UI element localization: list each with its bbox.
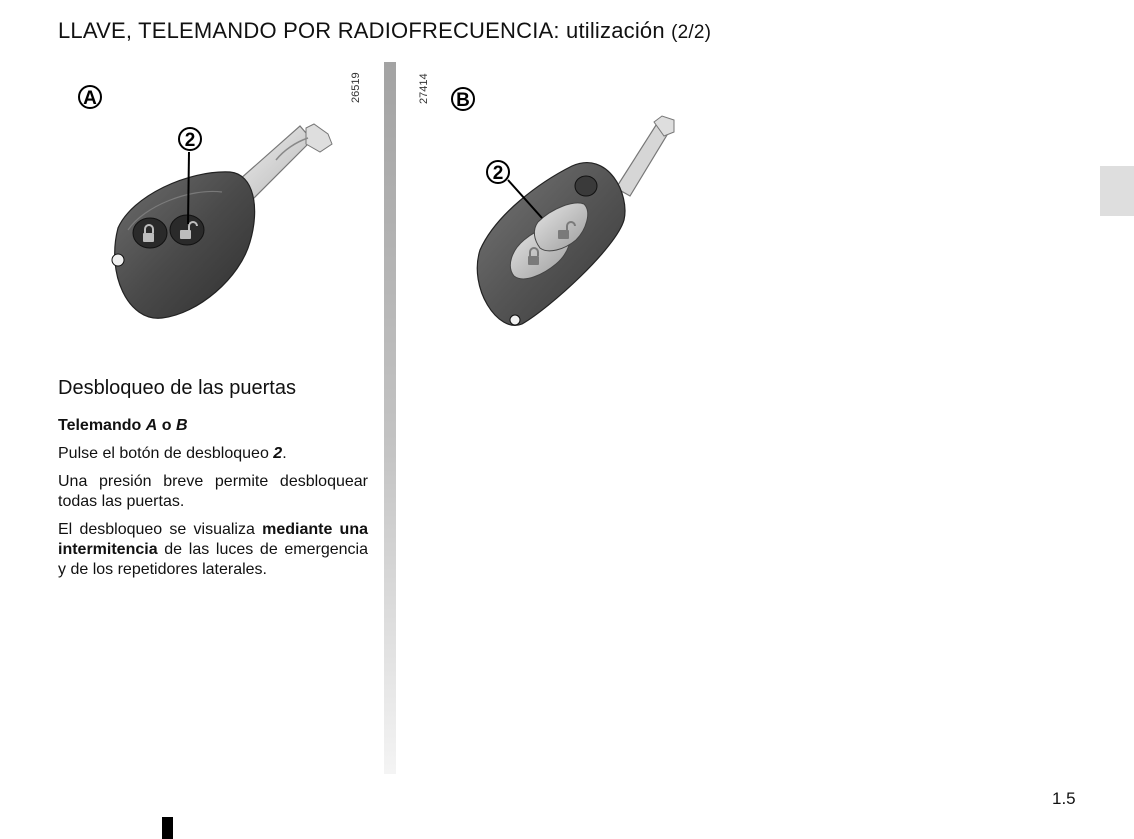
remote-a-label: A [145,417,158,434]
subheading-conjunction: o [161,417,172,434]
figure-b-label: B [456,90,470,111]
figure-b-reference-code: 27414 [418,73,430,104]
paragraph-indication-start: El desbloqueo se visualiza [58,521,255,538]
button-2-reference: 2 [273,445,283,462]
figure-a-remote-key [70,78,350,328]
figure-a-label: A [83,88,97,109]
paragraph-indication-bold: mediante una intermitencia [58,521,368,558]
figure-b-callout-2: 2 [492,163,504,184]
figure-b-flip-key [440,78,700,338]
side-chapter-tab [1100,166,1134,216]
paragraph-indication-end: de las luces de emergencia y de los repetidores laterales. [58,541,368,578]
remote-b-label: B [175,417,188,434]
page-title [58,18,711,44]
section-heading: Desbloqueo de las puertas [58,377,296,399]
page-number: 1.5 [1052,789,1076,808]
paragraph-indication [58,520,368,580]
callout-2-leader-line [188,152,189,224]
paragraph-press-end: . [282,445,287,462]
paragraph-press-button [58,444,368,464]
remote-key-a-illustration [70,78,350,328]
page-title-suffix: (2/2) [671,22,712,43]
paragraph-press-text: Pulse el botón de desbloqueo [58,445,269,462]
remote-key-b-illustration [440,78,700,338]
section-subheading [58,416,368,436]
footer-marker [162,817,173,839]
subheading-prefix: Telemando [58,417,142,434]
column-divider [384,62,396,774]
text-column [58,378,368,588]
figure-a-callout-2: 2 [184,130,196,151]
paragraph-short-press: Una presión breve permite desbloquear todas las puertas. [58,473,368,510]
figure-a-reference-code: 26519 [350,72,362,103]
page-title-main: LLAVE, TELEMANDO POR RADIOFRECUENCIA: utilización [58,18,665,43]
